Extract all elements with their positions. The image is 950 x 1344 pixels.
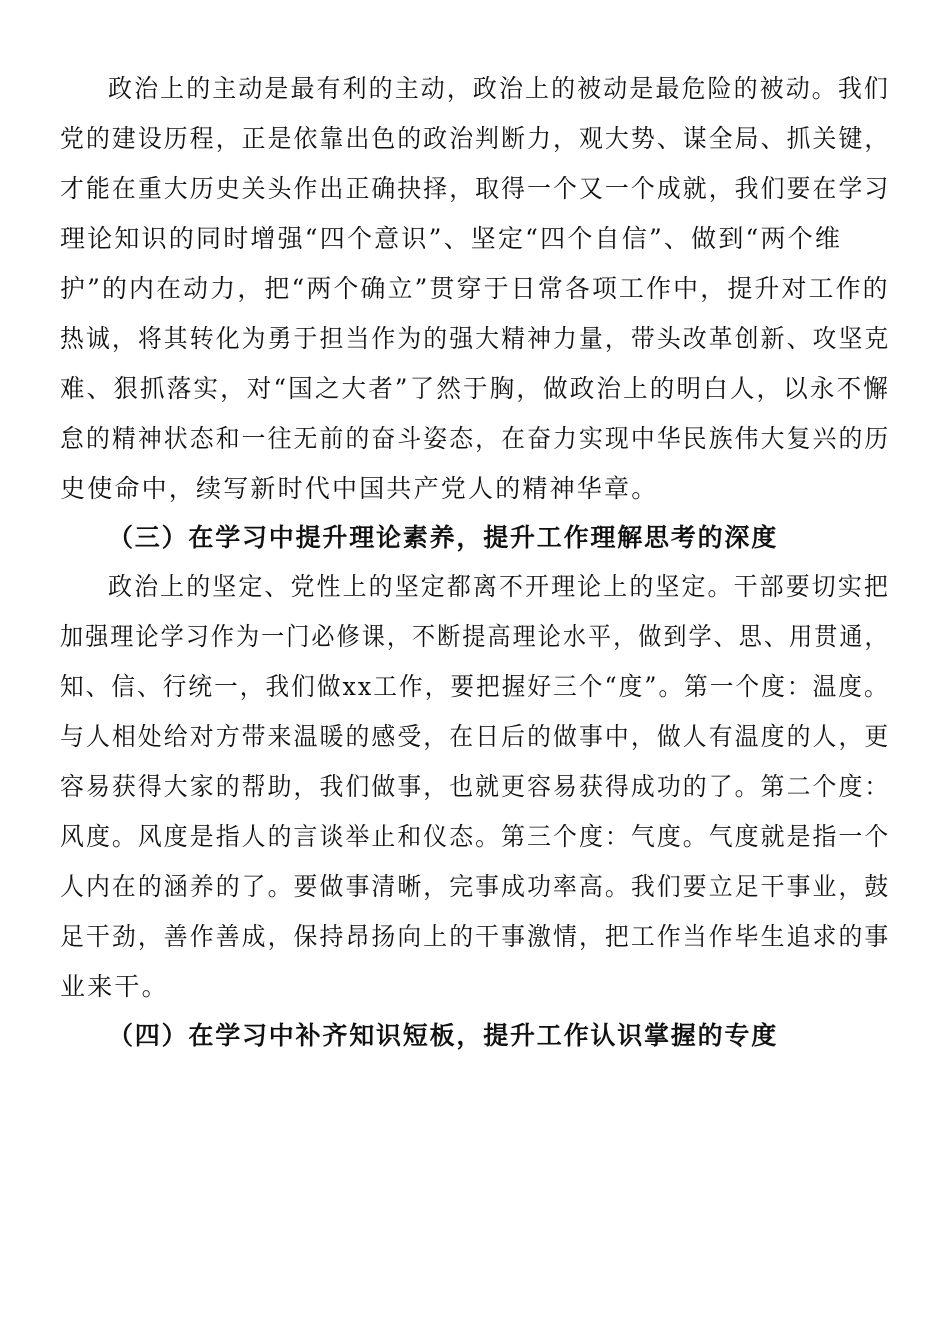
paragraph-1-line-7: 难、狠抓落实，对“国之大者”了然于胸，做政治上的明白人，以永不懈 xyxy=(60,374,890,403)
paragraph-2-line-3: 知、信、行统一，我们做xx工作，要把握好三个“度”。第一个度：温度。 xyxy=(60,672,890,701)
paragraph-1-line-4: 理论知识的同时增强“四个意识”、坚定“四个自信”、做到“两个维 xyxy=(60,224,843,253)
paragraph-1-line-3: 才能在重大历史关头作出正确抉择，取得一个又一个成就，我们要在学习 xyxy=(60,174,891,203)
paragraph-1-line-6: 热诚，将其转化为勇于担当作为的强大精神力量，带头改革创新、攻坚克 xyxy=(60,324,891,353)
paragraph-2-line-5: 容易获得大家的帮助，我们做事，也就更容易获得成功的了。第二个度： xyxy=(60,772,891,801)
paragraph-2-line-1: 政治上的坚定、党性上的坚定都离不开理论上的坚定。干部要切实把 xyxy=(108,572,890,601)
paragraph-2-line-6: 风度。风度是指人的言谈举止和仪态。第三个度：气度。气度就是指一个 xyxy=(60,822,891,851)
paragraph-2-line-2: 加强理论学习作为一门必修课，不断提高理论水平，做到学、思、用贯通， xyxy=(60,622,890,651)
paragraph-1-line-1: 政治上的主动是最有利的主动，政治上的被动是最危险的被动。我们 xyxy=(108,74,890,103)
paragraph-1-line-5: 护”的内在动力，把“两个确立”贯穿于日常各项工作中，提升对工作的 xyxy=(60,274,890,303)
paragraph-1-line-9: 史使命中，续写新时代中国共产党人的精神华章。 xyxy=(60,474,659,503)
section-heading-4: （四）在学习中补齐知识短板，提升工作认识掌握的专度 xyxy=(108,1021,779,1050)
section-heading-3: （三）在学习中提升理论素养，提升工作理解思考的深度 xyxy=(108,523,779,552)
paragraph-2-line-8: 足干劲，善作善成，保持昂扬向上的干事激情，把工作当作毕生追求的事 xyxy=(60,922,891,951)
paragraph-2-line-7: 人内在的涵养的了。要做事清晰，完事成功率高。我们要立足干事业，鼓 xyxy=(60,872,891,901)
paragraph-2-line-9: 业来干。 xyxy=(60,972,169,1001)
paragraph-1-line-2: 党的建设历程，正是依靠出色的政治判断力，观大势、谋全局、抓关键， xyxy=(60,124,891,153)
paragraph-1-line-8: 怠的精神状态和一往无前的奋斗姿态，在奋力实现中华民族伟大复兴的历 xyxy=(60,424,891,453)
paragraph-2-line-4: 与人相处给对方带来温暖的感受，在日后的做事中，做人有温度的人，更 xyxy=(60,722,891,751)
